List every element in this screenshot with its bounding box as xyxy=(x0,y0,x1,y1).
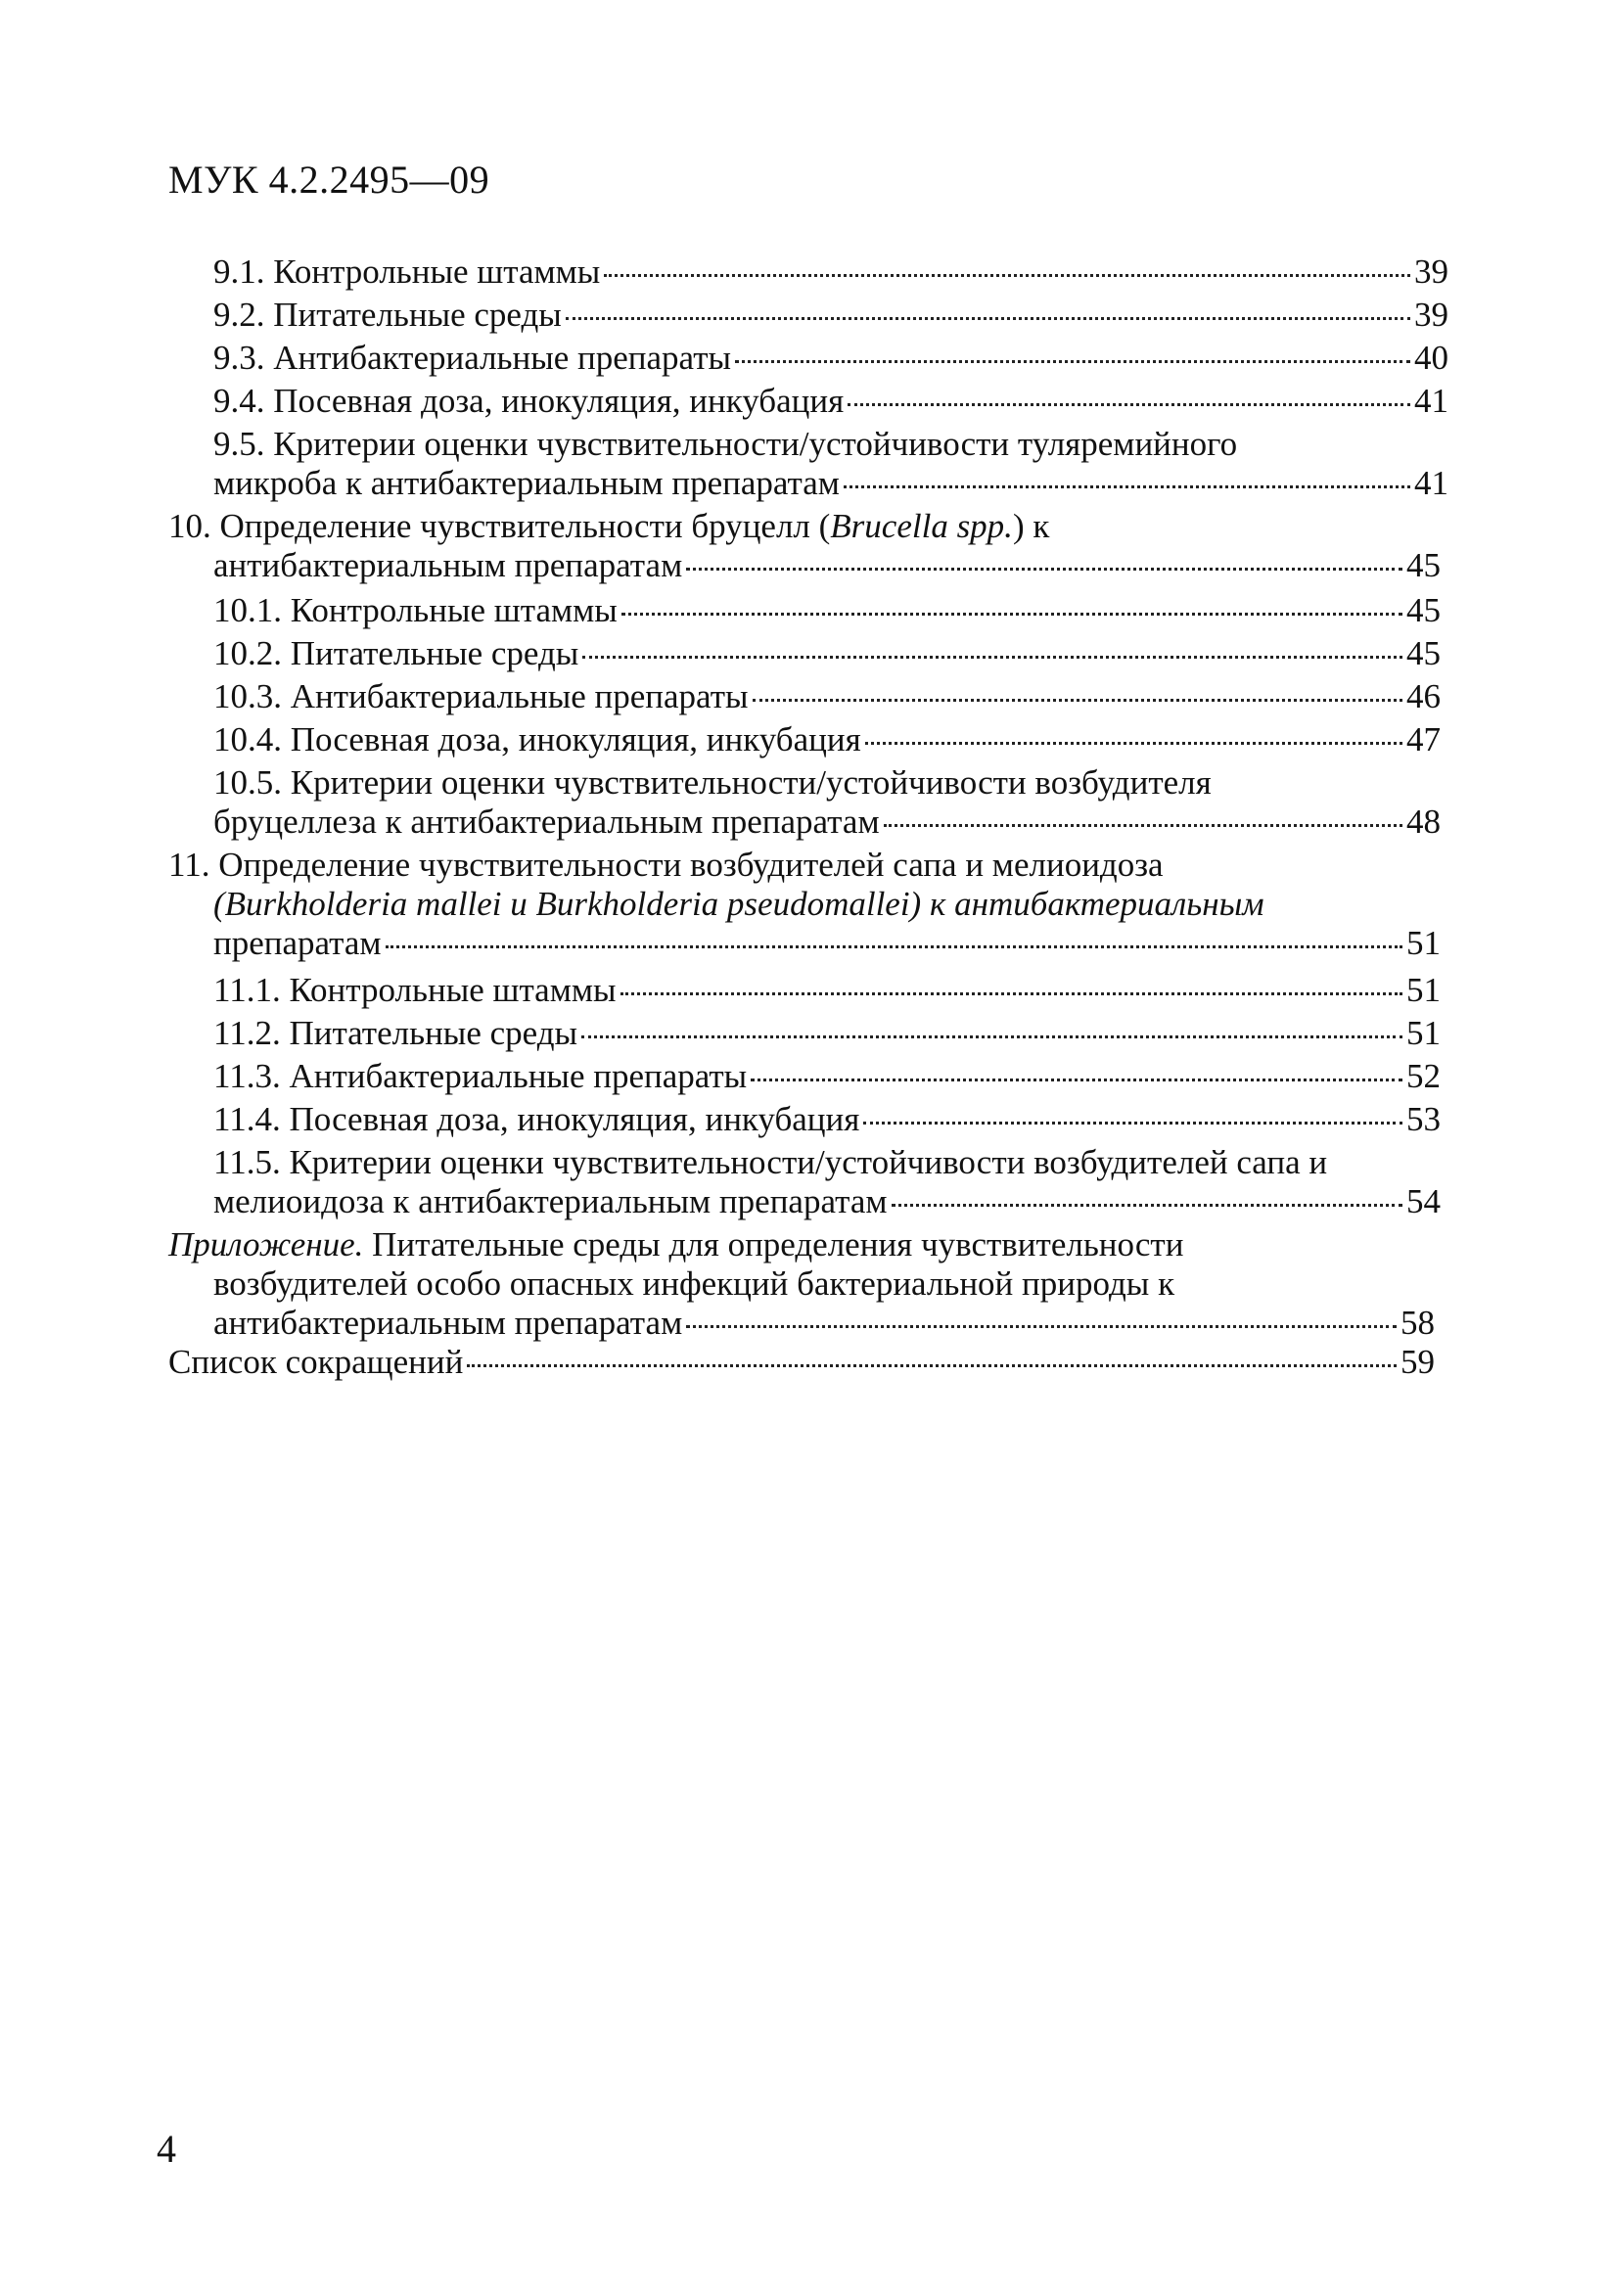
toc-entry-9-2[interactable] xyxy=(213,296,1448,335)
dot-leader xyxy=(751,1079,1402,1081)
toc-entry-title: 11.2. Питательные среды xyxy=(213,1014,578,1052)
toc-entry-title-continued xyxy=(168,885,1441,924)
toc-page-number: 39 xyxy=(1414,253,1448,291)
dot-leader xyxy=(848,403,1410,406)
toc-page-number: 52 xyxy=(1406,1057,1441,1095)
toc-entry-9-1[interactable] xyxy=(213,253,1448,292)
dot-leader xyxy=(735,360,1410,363)
dot-leader xyxy=(863,1122,1402,1125)
toc-entry-title: 10. Определение чувствительности бруцелл (Brucella spp.) к xyxy=(168,507,1050,545)
dot-leader xyxy=(581,1035,1402,1038)
toc-entry-abbreviations[interactable] xyxy=(168,1343,1435,1382)
toc-page-number: 41 xyxy=(1414,464,1448,502)
toc-entry-title-continued: антибактериальным препаратам xyxy=(213,1304,683,1342)
toc-entry-title: 9.3. Антибактериальные препараты xyxy=(213,339,731,377)
toc-page-number: 46 xyxy=(1406,677,1441,715)
dot-leader xyxy=(386,945,1402,948)
dot-leader xyxy=(620,992,1402,995)
toc-page-number: 51 xyxy=(1406,1014,1441,1052)
toc-entry-10-3[interactable] xyxy=(213,677,1441,716)
dot-leader xyxy=(686,1325,1397,1328)
toc-entry-title-continued: мелиоидоза к антибактериальным препаратам xyxy=(213,1182,888,1220)
toc-entry-appendix[interactable] xyxy=(168,1225,1435,1343)
toc-page-number: 45 xyxy=(1406,634,1441,672)
toc-entry-10-1[interactable] xyxy=(213,591,1441,630)
toc-entry-title: 11.3. Антибактериальные препараты xyxy=(213,1057,748,1095)
toc-entry-9-3[interactable] xyxy=(213,339,1448,378)
toc-entry-title-continued: возбудителей особо опасных инфекций бактериальной природы к xyxy=(213,1264,1175,1303)
toc-page-number: 47 xyxy=(1406,720,1441,758)
dot-leader xyxy=(884,824,1402,827)
toc-page-number: 45 xyxy=(1406,591,1441,629)
toc-entry-title: 10.2. Питательные среды xyxy=(213,634,579,672)
dot-leader xyxy=(582,656,1402,659)
toc-entry-10[interactable] xyxy=(168,507,1441,585)
toc-page-number: 53 xyxy=(1406,1100,1441,1138)
toc-page-number: 45 xyxy=(1406,546,1441,584)
toc-entry-title: 11.4. Посевная доза, инокуляция, инкубация xyxy=(213,1100,860,1138)
toc-entry-10-5[interactable] xyxy=(213,763,1441,842)
toc-entry-title-continued: препаратам xyxy=(213,924,382,962)
dot-leader xyxy=(566,317,1410,320)
dot-leader xyxy=(621,613,1402,616)
document-code-header: МУК 4.2.2495—09 xyxy=(168,158,490,202)
toc-entry-title: Список сокращений xyxy=(168,1343,464,1381)
toc-entry-title: 10.3. Антибактериальные препараты xyxy=(213,677,749,715)
toc-entry-11-1[interactable] xyxy=(213,971,1441,1010)
toc-entry-title: 9.5. Критерии оценки чувствительности/устойчивости туляремийного xyxy=(213,425,1238,463)
toc-entry-11-4[interactable] xyxy=(213,1100,1441,1139)
toc-page-number: 41 xyxy=(1414,382,1448,420)
toc-entry-title: 9.2. Питательные среды xyxy=(213,296,562,334)
toc-entry-title: 9.4. Посевная доза, инокуляция, инкубация xyxy=(213,382,845,420)
dot-leader xyxy=(892,1204,1403,1207)
toc-page-number: 39 xyxy=(1414,296,1448,334)
toc-entry-title: 9.1. Контрольные штаммы xyxy=(213,253,601,291)
toc-entry-title: Приложение. Питательные среды для определения чувствительности xyxy=(168,1225,1184,1263)
toc-entry-title: 11.5. Критерии оценки чувствительности/устойчивости возбудителей сапа и xyxy=(213,1143,1328,1181)
toc-page-number: 51 xyxy=(1406,924,1441,962)
toc-entry-title: 11.1. Контрольные штаммы xyxy=(213,971,617,1009)
toc-entry-11-3[interactable] xyxy=(213,1057,1441,1096)
page-number: 4 xyxy=(157,2127,176,2171)
toc-entry-title-continued: микроба к антибактериальным препаратам xyxy=(213,464,840,502)
toc-entry-title: 10.4. Посевная доза, инокуляция, инкубация xyxy=(213,720,861,758)
toc-page-number: 58 xyxy=(1400,1304,1435,1342)
toc-entry-9-4[interactable] xyxy=(213,382,1448,421)
toc-page-number: 48 xyxy=(1406,803,1441,841)
toc-page-number: 59 xyxy=(1400,1343,1435,1381)
dot-leader xyxy=(604,274,1410,277)
dot-leader xyxy=(753,699,1403,702)
toc-entry-10-4[interactable] xyxy=(213,720,1441,759)
toc-entry-10-2[interactable] xyxy=(213,634,1441,673)
toc-page-number: 40 xyxy=(1414,339,1448,377)
toc-entry-title-continued: антибактериальным препаратам xyxy=(213,546,683,584)
toc-entry-title: 10.1. Контрольные штаммы xyxy=(213,591,618,629)
toc-page-number: 51 xyxy=(1406,971,1441,1009)
toc-entry-title: 11. Определение чувствительности возбудителей сапа и мелиоидоза xyxy=(168,846,1164,884)
italic-phrase: Brucella spp. xyxy=(830,507,1013,545)
toc-entry-title-continued: бруцеллеза к антибактериальным препаратам xyxy=(213,803,880,841)
dot-leader xyxy=(865,742,1402,745)
dot-leader xyxy=(686,568,1402,571)
toc-entry-9-5[interactable] xyxy=(213,425,1448,503)
toc-entry-11-5[interactable] xyxy=(213,1143,1441,1221)
toc-page-number: 54 xyxy=(1406,1182,1441,1220)
italic-phrase: Приложение. xyxy=(168,1225,364,1263)
dot-leader xyxy=(844,485,1410,488)
toc-entry-11[interactable] xyxy=(168,846,1441,963)
toc-entry-title: 10.5. Критерии оценки чувствительности/устойчивости возбудителя xyxy=(213,763,1212,802)
species-names: (Burkholderia mallei и Burkholderia pseudomallei) к антибактериальным xyxy=(213,885,1264,923)
toc-entry-11-2[interactable] xyxy=(213,1014,1441,1053)
dot-leader xyxy=(467,1364,1397,1367)
